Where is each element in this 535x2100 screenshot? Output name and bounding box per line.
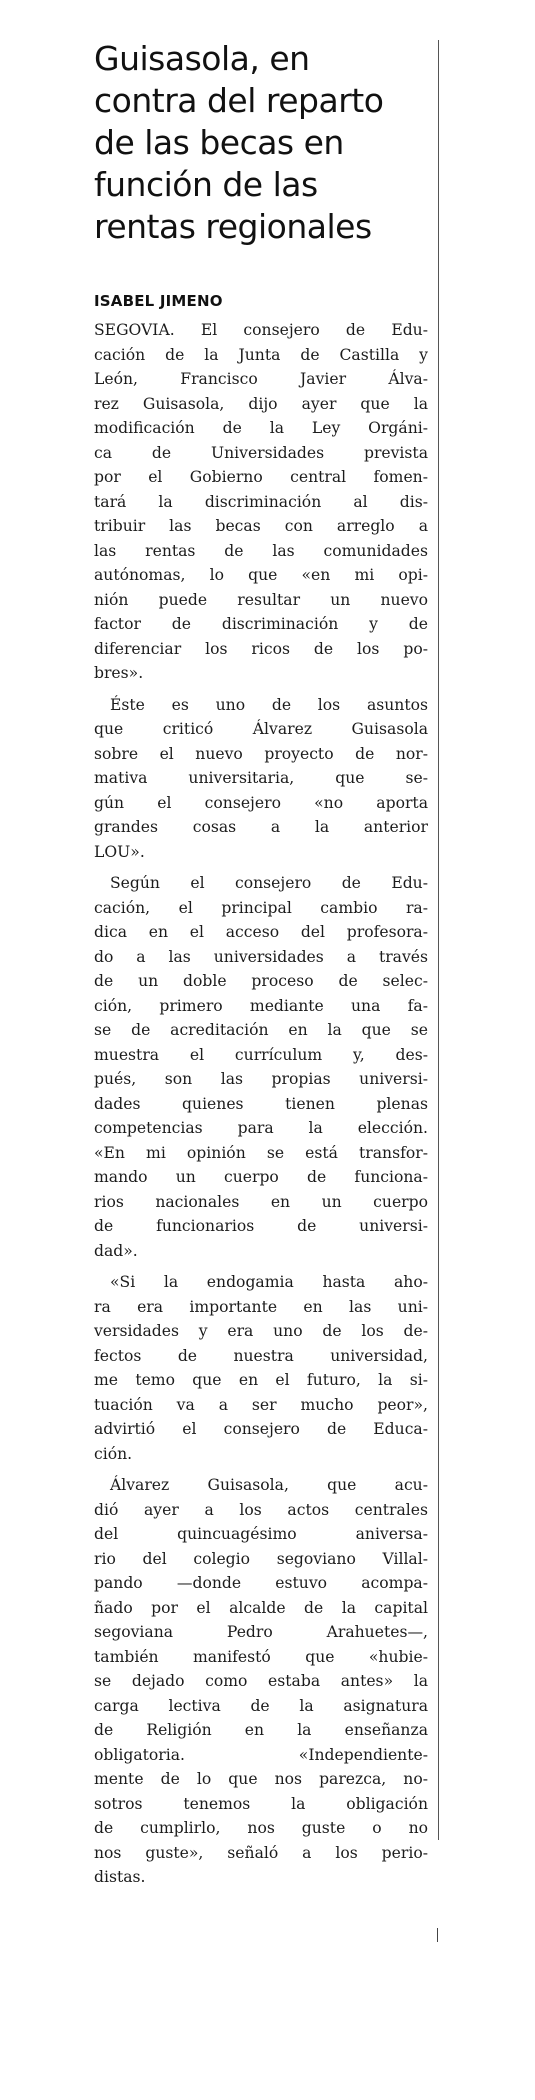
article-line: tuación va a ser mucho peor»,	[94, 1395, 428, 1414]
article-line: sotros tenemos la obligación	[94, 1794, 428, 1813]
article-line: carga lectiva de la asignatura	[94, 1696, 428, 1715]
headline-line: contra del reparto	[94, 81, 384, 120]
article-line: ción, primero mediante una fa-	[94, 996, 428, 1015]
article-line: ción.	[94, 1444, 133, 1463]
article-line: pando —donde estuvo acompa-	[94, 1574, 428, 1592]
article-paragraph	[94, 693, 428, 865]
column-divider-tick	[437, 1928, 438, 1942]
article-line: nión puede resultar un nuevo	[94, 590, 428, 609]
article-line: do a las universidades a través	[94, 947, 428, 966]
article-line: del quincuagésimo aniversa-	[94, 1525, 428, 1543]
article-line: factor de discriminación y de	[94, 615, 428, 633]
article-line: advirtió el consejero de Educa-	[94, 1420, 428, 1438]
article-line: ñado por el alcalde de la capital	[94, 1598, 428, 1617]
article-line: fectos de nuestra universidad,	[94, 1346, 428, 1365]
article-line: ra era importante en las uni-	[94, 1297, 428, 1316]
article-line: competencias para la elección.	[94, 1119, 428, 1137]
article-line: sobre el nuevo proyecto de nor-	[94, 744, 428, 763]
article-line: ca de Universidades prevista	[94, 443, 428, 462]
paragraph-gap	[94, 864, 428, 871]
article-line: obligatoria. «Independiente-	[94, 1745, 428, 1764]
article-line: mativa universitaria, que se-	[94, 769, 428, 787]
article-line: gún el consejero «no aporta	[94, 793, 428, 812]
article-line: Según el consejero de Edu-	[110, 874, 428, 892]
headline-line: rentas regionales	[94, 207, 372, 246]
headline-line: función de las	[94, 165, 318, 204]
article-line: autónomas, lo que «en mi opi-	[94, 566, 428, 584]
byline: ISABEL JIMENO	[94, 292, 223, 310]
article-line: rez Guisasola, dijo ayer que la	[94, 394, 428, 413]
article-line: de un doble proceso de selec-	[94, 972, 428, 990]
article-line: dad».	[94, 1241, 138, 1260]
article-line: cación, el principal cambio ra-	[94, 898, 428, 917]
article-line: que criticó Álvarez Guisasola	[94, 720, 428, 738]
article-line: por el Gobierno central fomen-	[94, 468, 428, 486]
article-paragraph	[94, 318, 428, 686]
paragraph-gap	[94, 1263, 428, 1270]
article-line: dica en el acceso del profesora-	[94, 923, 428, 941]
article-line: segoviana Pedro Arahuetes—,	[94, 1623, 428, 1641]
headline-line: Guisasola, en	[94, 39, 310, 78]
article-line: León, Francisco Javier Álva-	[94, 370, 428, 388]
article-line: de Religión en la enseñanza	[94, 1721, 428, 1739]
article-line: Álvarez Guisasola, que acu-	[110, 1476, 428, 1494]
article-line: tará la discriminación al dis-	[94, 492, 428, 511]
column-divider	[438, 40, 439, 1840]
article-line: bres».	[94, 664, 144, 682]
article-line: «En mi opinión se está transfor-	[94, 1143, 428, 1162]
article-line: pués, son las propias universi-	[94, 1070, 428, 1088]
article-line: se dejado como estaba antes» la	[94, 1672, 428, 1690]
article-line: nos guste», señaló a los perio-	[94, 1843, 428, 1862]
article-line: Éste es uno de los asuntos	[110, 695, 428, 714]
article-line: rios nacionales en un cuerpo	[94, 1192, 428, 1211]
article-line: mando un cuerpo de funciona-	[94, 1168, 428, 1186]
article-line: de funcionarios de universi-	[94, 1217, 428, 1235]
paragraph-gap	[94, 686, 428, 693]
article-line: las rentas de las comunidades	[94, 541, 428, 560]
article-line: me temo que en el futuro, la si-	[94, 1371, 428, 1389]
article-paragraph	[94, 1270, 428, 1466]
article-line: dió ayer a los actos centrales	[94, 1500, 428, 1519]
article-line: LOU».	[94, 842, 145, 861]
article-line: distas.	[94, 1868, 146, 1886]
article-line: cación de la Junta de Castilla y	[94, 345, 428, 364]
article-body	[94, 318, 428, 1890]
article-line: modificación de la Ley Orgáni-	[94, 419, 428, 437]
article-line: mente de lo que nos parezca, no-	[94, 1770, 428, 1788]
headline	[94, 38, 434, 248]
headline-line: de las becas en	[94, 123, 344, 162]
article-line: también manifestó que «hubie-	[94, 1647, 428, 1666]
article-line: «Si la endogamia hasta aho-	[110, 1273, 428, 1291]
article-line: muestra el currículum y, des-	[94, 1045, 428, 1064]
article-line: diferenciar los ricos de los po-	[94, 639, 428, 658]
article-line: versidades y era uno de los de-	[94, 1322, 428, 1340]
article-paragraph	[94, 1473, 428, 1890]
article-line: se de acreditación en la que se	[94, 1021, 428, 1039]
article-line: tribuir las becas con arreglo a	[94, 517, 428, 535]
paragraph-gap	[94, 1466, 428, 1473]
article-line: rio del colegio segoviano Villal-	[94, 1549, 428, 1568]
article-line: SEGOVIA. El consejero de Edu-	[94, 321, 428, 339]
article-line: de cumplirlo, nos guste o no	[94, 1819, 428, 1837]
article-paragraph	[94, 871, 428, 1263]
article-line: dades quienes tienen plenas	[94, 1094, 428, 1113]
article-line: grandes cosas a la anterior	[94, 818, 428, 836]
